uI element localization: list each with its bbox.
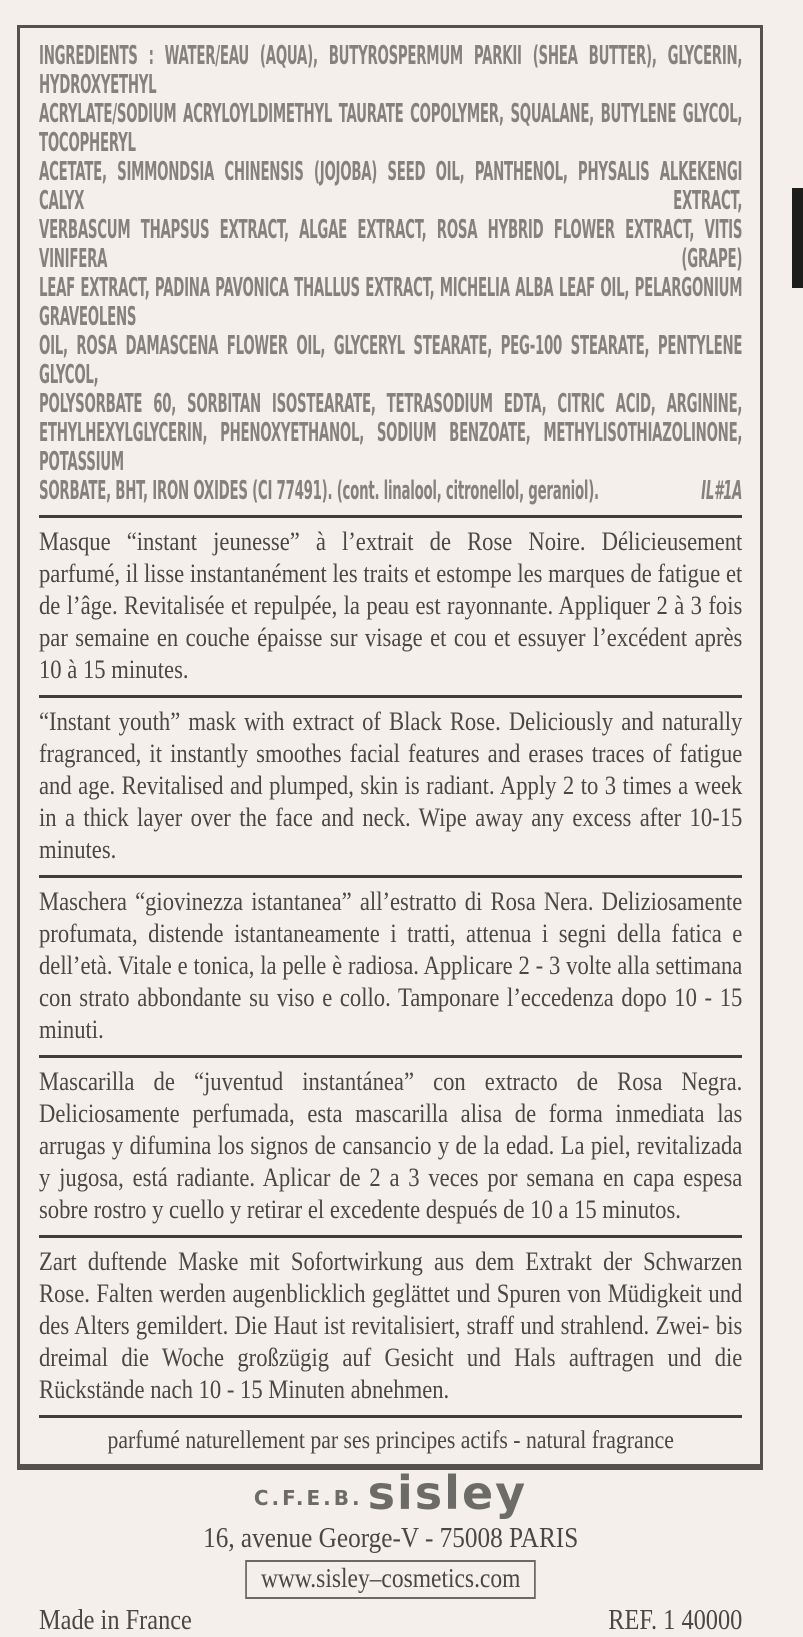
website-row [39, 1560, 742, 1599]
description-english: “Instant youth” mask with extract of Black Rose. Deliciously and naturally fragranced, it instantly smoothes facial features and erases traces of fatigue and age. Revitalised and plumped, skin is radiant. Apply 2 to 3 times a week in a thick layer over the face and neck. Wipe away any excess after 10-15 minutes. [39, 707, 743, 864]
ingredient-line-text: SORBATE, BHT, IRON OXIDES (CI 77491). (cont. linalool, citronellol, geraniol). [39, 476, 599, 506]
batch-code: IL#1A [701, 476, 743, 506]
ingredient-line-last [39, 477, 742, 506]
description-german: Zart duftende Maske mit Sofortwirkung aus dem Extrakt der Schwarzen Rose. Falten werden augenblicklich geglättet und Spuren von Müdigkeit und des Alters gemildert. Die Haut ist revitalisiert, straff und strahlend. Zwei- bis dreimal die Woche großzügig auf Gesicht und Hals auftragen und die Rückstände nach 10 - 15 Minuten abnehmen. [39, 1247, 743, 1404]
website-box [245, 1560, 536, 1599]
ingredients-section [39, 42, 742, 506]
website-url: www.sisley–cosmetics.com [260, 1563, 521, 1593]
ingredient-line: ETHYLHEXYLGLYCERIN, PHENOXYETHANOL, SODIUM BENZOATE, METHYLISOTHIAZOLINONE, POTASSIUM [39, 418, 743, 477]
reference-number: REF. 1 40000 [608, 1605, 743, 1636]
company-line [39, 1466, 742, 1520]
photo-edge-mark [792, 188, 803, 288]
separator [39, 875, 742, 878]
company-address: 16, avenue George-V - 75008 PARIS [203, 1522, 579, 1554]
brand-logo: sisley [367, 1466, 528, 1520]
separator [39, 1235, 742, 1238]
product-label-panel [17, 25, 763, 1636]
fragrance-note: parfumé naturellement par ses principes actifs - natural fragrance [107, 1427, 674, 1454]
ingredient-line: VERBASCUM THAPSUS EXTRACT, ALGAE EXTRACT, ROSA HYBRID FLOWER EXTRACT, VITIS VINIFERA (GRAPE) [39, 215, 743, 274]
ingredient-line: OIL, ROSA DAMASCENA FLOWER OIL, GLYCERYL STEARATE, PEG-100 STEARATE, PENTYLENE GLYCOL, [39, 331, 743, 390]
separator [39, 695, 742, 698]
label-content [20, 28, 760, 1637]
made-in-label: Made in France [39, 1605, 192, 1636]
separator [39, 1415, 742, 1418]
separator [39, 1055, 742, 1058]
ingredient-line: ACRYLATE/SODIUM ACRYLOYLDIMETHYL TAURATE COPOLYMER, SQUALANE, BUTYLENE GLYCOL, TOCOPHERYL [39, 99, 743, 158]
description-french: Masque “instant jeunesse” à l’extrait de Rose Noire. Délicieusement parfumé, il lisse instantanément les traits et estompe les marques de fatigue et de l’âge. Revitalisée et repulpée, la peau est rayonnante. Appliquer 2 à 3 fois par semaine en couche épaisse sur visage et cou et essuyer l’excédent après 10 à 15 minutes. [39, 527, 743, 684]
separator [39, 515, 742, 518]
company-prefix: C.F.E.B. [253, 1486, 363, 1510]
description-spanish: Mascarilla de “juventud instantánea” con extracto de Rosa Negra. Deliciosamente perfumada, esta mascarilla alisa de forma inmediata las arrugas y difumina los signos de cansancio y de la edad. La piel, revitalizada y jugosa, está radiante. Aplicar de 2 a 3 veces por semana en capa espesa sobre rostro y cuello y retirar el excedente después de 10 a 15 minutos. [39, 1067, 743, 1224]
bottom-row [39, 1605, 742, 1637]
ingredient-line: ACETATE, SIMMONDSIA CHINENSIS (JOJOBA) SEED OIL, PANTHENOL, PHYSALIS ALKEKENGI CALYX EXTRACT, [39, 157, 743, 216]
ingredient-line: POLYSORBATE 60, SORBITAN ISOSTEARATE, TETRASODIUM EDTA, CITRIC ACID, ARGININE, [39, 389, 743, 419]
description-italian: Maschera “giovinezza istantanea” all’estratto di Rosa Nera. Deliziosamente profumata, distende istantaneamente i tratti, attenua i segni della fatica e dell’età. Vitale e tonica, la pelle è radiosa. Applicare 2 - 3 volte alla settimana con strato abbondante su viso e collo. Tamponare l’eccedenza dopo 10 - 15 minuti. [39, 887, 743, 1044]
ingredient-line: LEAF EXTRACT, PADINA PAVONICA THALLUS EXTRACT, MICHELIA ALBA LEAF OIL, PELARGONIUM GRAVEOLENS [39, 273, 743, 332]
ingredient-line: INGREDIENTS : WATER/EAU (AQUA), BUTYROSPERMUM PARKII (SHEA BUTTER), GLYCERIN, HYDROXYETHYL [39, 41, 743, 100]
